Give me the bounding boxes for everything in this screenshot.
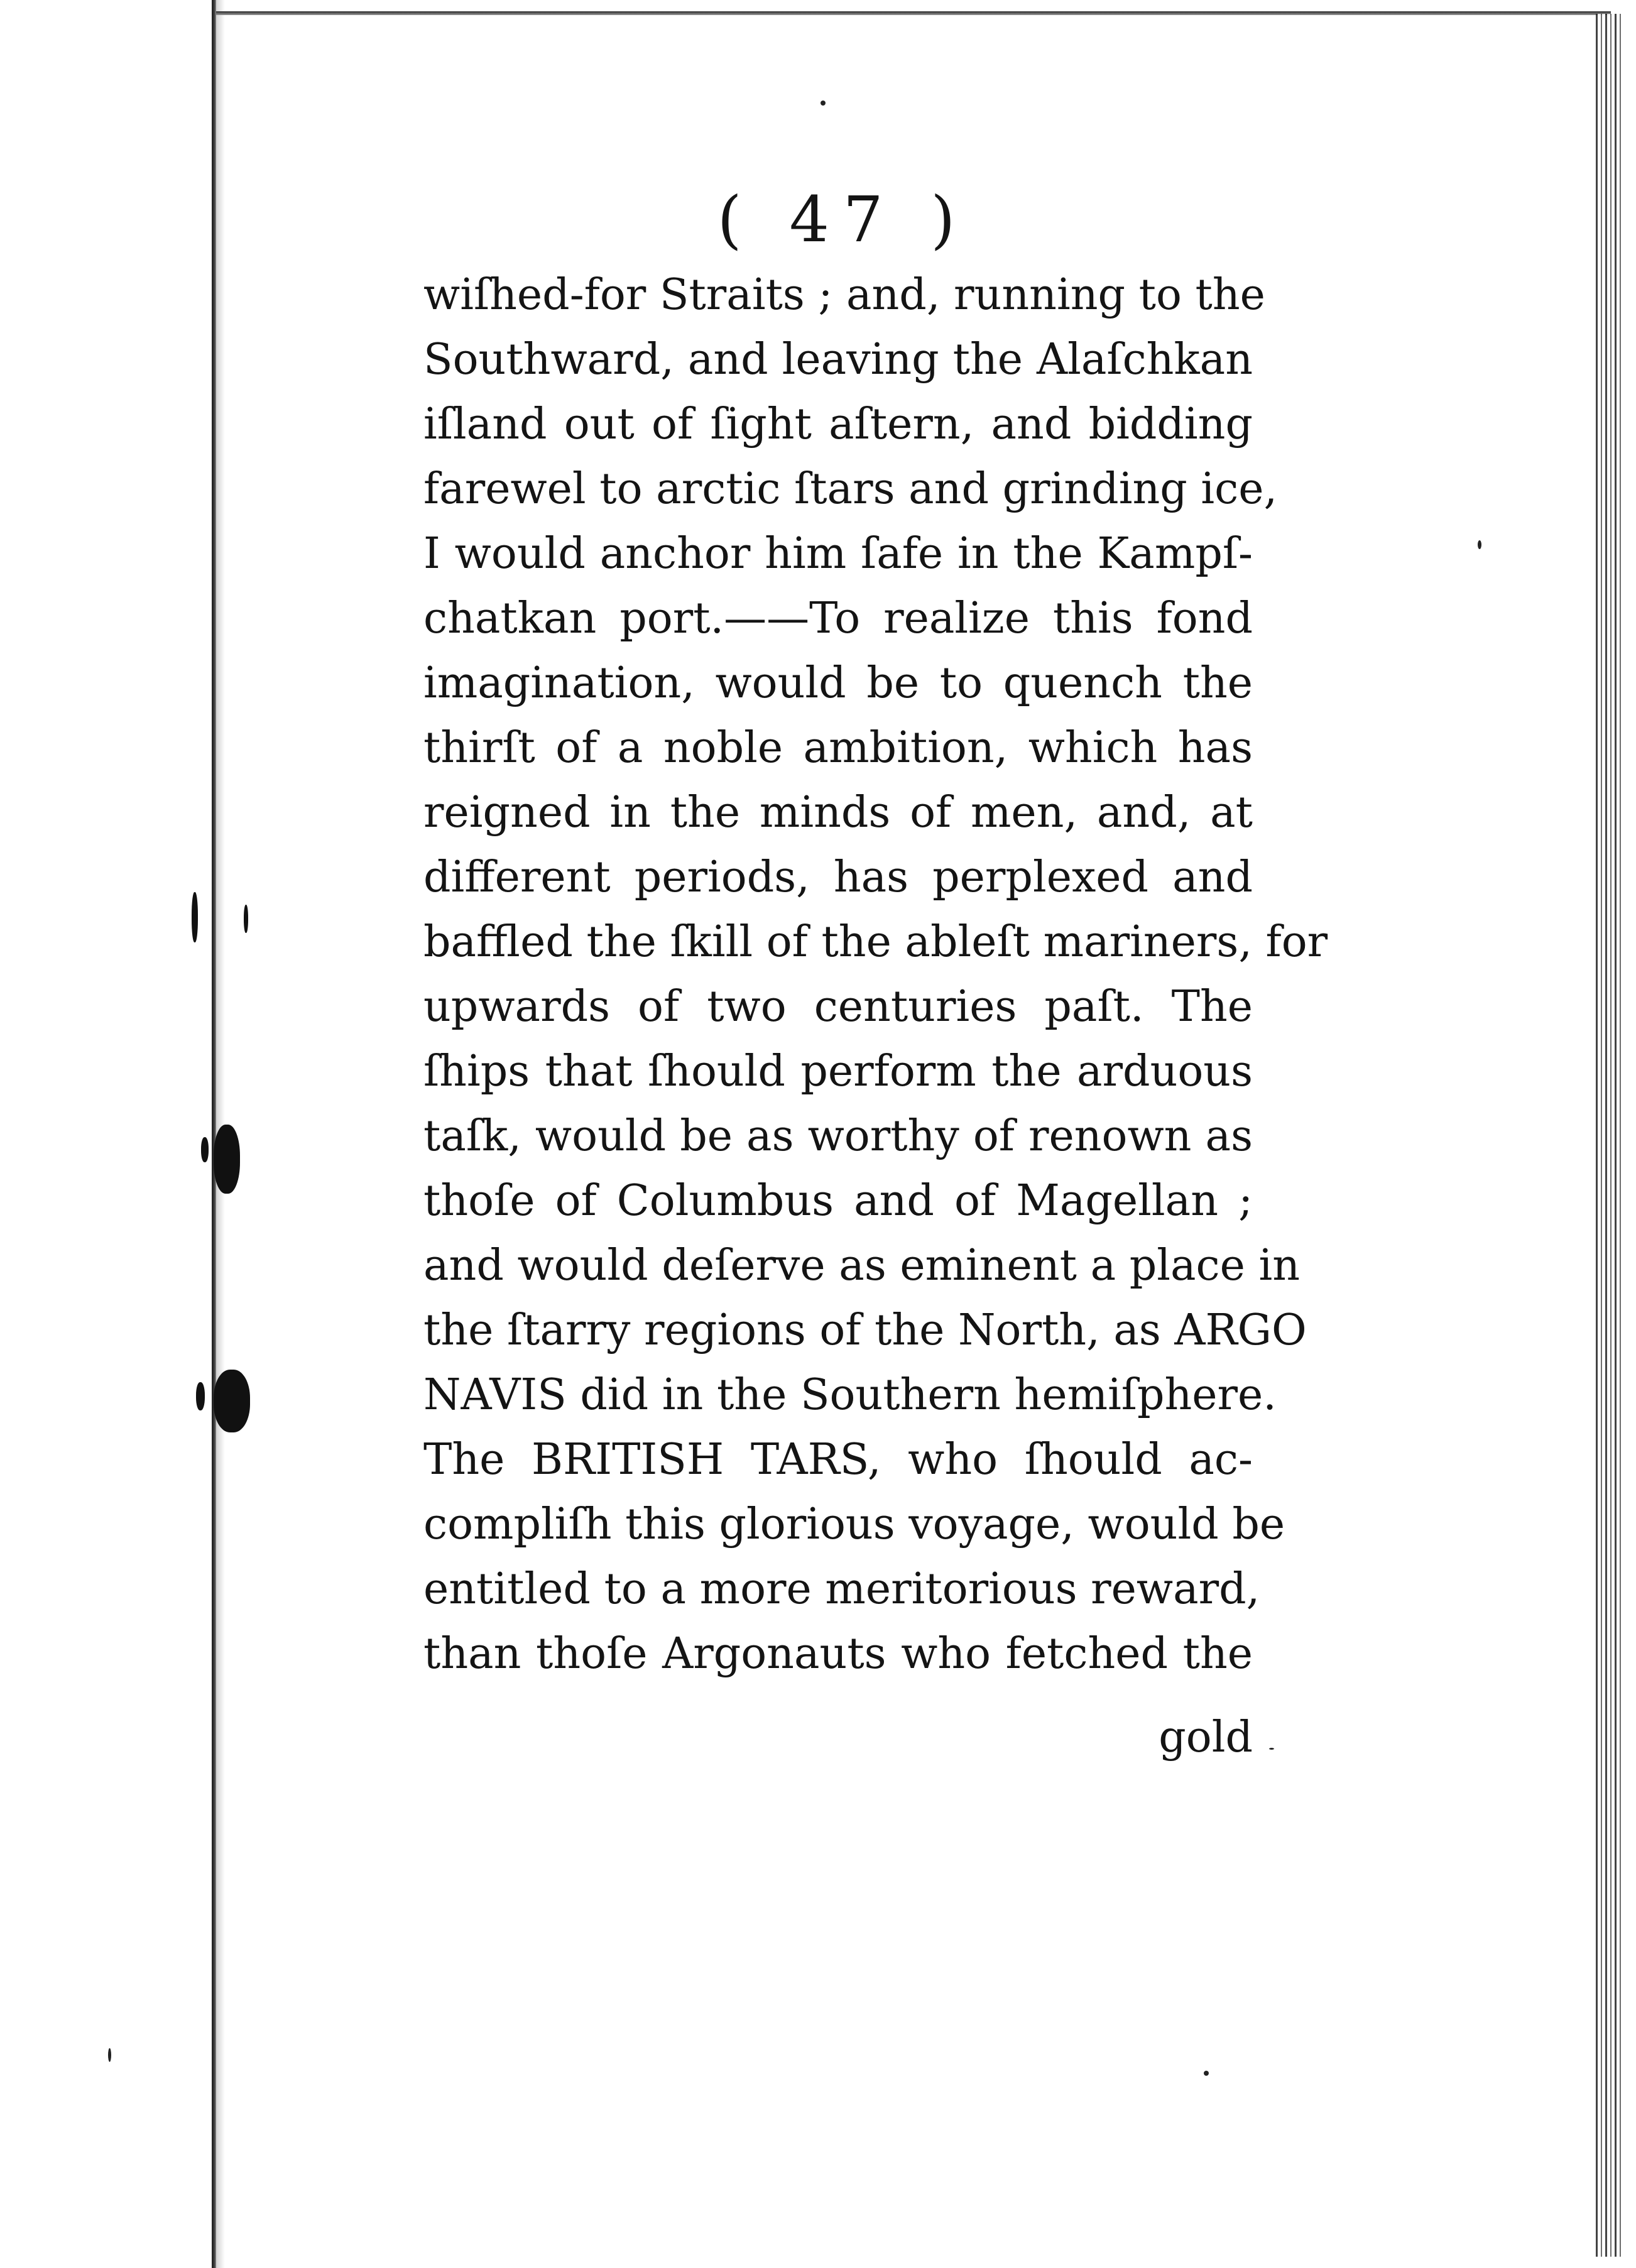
text-line: ſhips that ſhould perform the arduous bbox=[423, 1047, 1253, 1096]
text-line: chatkan port.——To realize this fond bbox=[423, 594, 1253, 643]
text-line: entitled to a more meritorious reward, bbox=[423, 1564, 1260, 1614]
text-block bbox=[423, 263, 1328, 1686]
ink-speck bbox=[821, 101, 826, 106]
binding-mark bbox=[201, 1137, 209, 1162]
text-line: and would deſerve as eminent a place in bbox=[423, 1241, 1301, 1290]
binding-mark bbox=[192, 892, 198, 942]
ink-speck bbox=[108, 2048, 111, 2062]
binding-mark bbox=[214, 1370, 250, 1432]
text-line: imagination, would be to quench the bbox=[423, 658, 1253, 708]
page-right-edge bbox=[1596, 14, 1623, 2257]
binding-mark bbox=[214, 1125, 240, 1194]
catchword: gold bbox=[1159, 1713, 1253, 1762]
text-line: wiſhed-for Straits ; and, running to the bbox=[423, 270, 1265, 320]
text-line: reigned in the minds of men, and, at bbox=[423, 788, 1253, 837]
text-line: The BRITISH TARS, who ſhould ac- bbox=[423, 1435, 1253, 1485]
text-line: than thoſe Argonauts who fetched the bbox=[423, 1629, 1253, 1679]
text-line: thirſt of a noble ambition, which has bbox=[423, 723, 1253, 773]
text-line: thoſe of Columbus and of Magellan ; bbox=[423, 1176, 1253, 1226]
binding-mark bbox=[244, 905, 248, 933]
page-top-edge bbox=[216, 11, 1611, 15]
text-line: baffled the ſkill of the ableſt mariners, for bbox=[423, 917, 1328, 967]
text-line: iſland out of ſight aſtern, and bidding bbox=[423, 400, 1253, 449]
text-line: I would anchor him ſafe in the Kampſ- bbox=[423, 529, 1253, 579]
text-line: farewel to arctic ſtars and grinding ice, bbox=[423, 464, 1278, 514]
text-line: different periods, has perplexed and bbox=[423, 853, 1253, 902]
ink-speck bbox=[1478, 540, 1481, 549]
ink-speck bbox=[1204, 2071, 1209, 2076]
ink-speck bbox=[1269, 1748, 1274, 1750]
binding-mark bbox=[196, 1382, 205, 1410]
text-line: the ſtarry regions of the North, as ARGO bbox=[423, 1306, 1307, 1355]
text-line: Southward, and leaving the Alaſchkan bbox=[423, 335, 1253, 384]
text-line: NAVIS did in the Southern hemiſphere. bbox=[423, 1370, 1277, 1420]
text-line: compliſh this glorious voyage, would be bbox=[423, 1500, 1285, 1549]
text-line: upwards of two centuries paſt. The bbox=[423, 982, 1253, 1032]
page-number: ( 47 ) bbox=[717, 183, 969, 256]
page-gutter-line bbox=[212, 0, 216, 2268]
text-line: taſk, would be as worthy of renown as bbox=[423, 1111, 1253, 1161]
